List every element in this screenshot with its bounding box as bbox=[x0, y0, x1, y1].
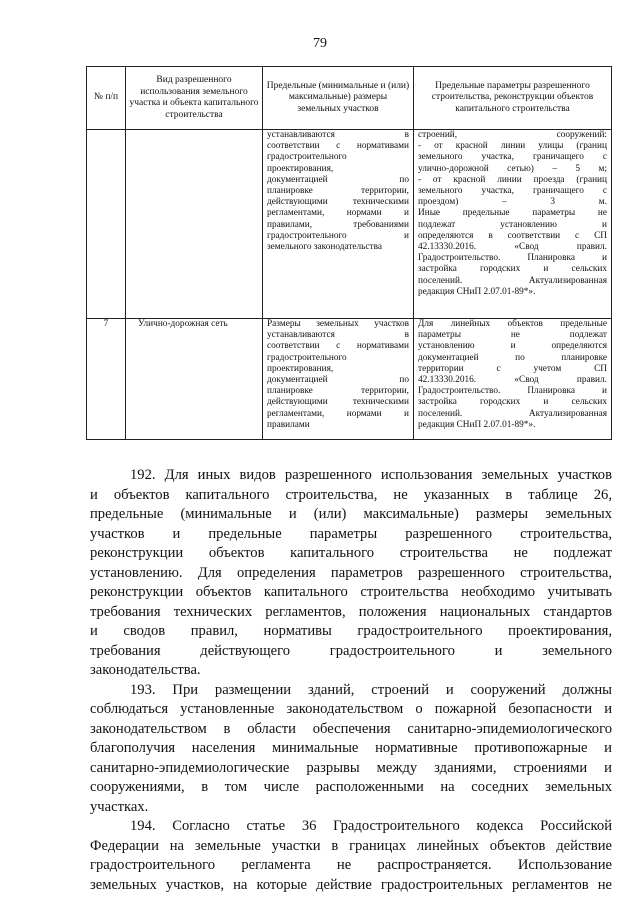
cell-text-line: земельного участка, граничащего с bbox=[418, 152, 607, 163]
cell-text-line: параметры не подлежат bbox=[418, 330, 607, 341]
page-number: 79 bbox=[313, 36, 327, 51]
cell-text-line: градостроительного bbox=[267, 152, 347, 163]
row-plot-sizes bbox=[263, 319, 414, 440]
cell-text-line: действующими техническими bbox=[267, 397, 409, 408]
cell-text-line: проектирования, bbox=[267, 363, 334, 374]
paragraph bbox=[90, 817, 612, 895]
cell-text-line: установлению и определяются bbox=[418, 341, 607, 352]
row-usage-type: Улично-дорожная сеть bbox=[126, 319, 263, 440]
paragraph bbox=[90, 681, 612, 818]
text-line: сооружениями, в том числе расположенными на соседних земельных bbox=[90, 779, 612, 795]
cell-text-line: 42.13330.2016. «Свод правил. bbox=[418, 242, 607, 253]
row-construction-params bbox=[414, 130, 612, 319]
table-row bbox=[87, 319, 612, 440]
row-construction-params bbox=[414, 319, 612, 440]
cell-text-line: соответствии с нормативами bbox=[267, 341, 409, 352]
cell-text-line: регламентами, нормами и bbox=[267, 208, 409, 219]
text-line: земельных участков, на которые действие градостроительных регламентов не bbox=[90, 876, 612, 893]
cell-text-line: застройка городских и сельских bbox=[418, 264, 607, 275]
cell-text-line: проектирования, bbox=[267, 163, 334, 174]
cell-text-line: земельного законодательства bbox=[267, 242, 382, 253]
text-line: 194. Согласно статье 36 Градостроительного кодекса Российской bbox=[130, 818, 612, 834]
cell-text-line: определяются в соответствии с СП bbox=[418, 230, 607, 241]
cell-text-line: Градостроительство. Планировка и bbox=[418, 386, 607, 397]
cell-text-line: Градостроительство. Планировка и bbox=[418, 253, 607, 264]
text-line: участках. bbox=[90, 798, 149, 815]
text-line: установлению. Для определения параметров разрешенного строительства, bbox=[90, 564, 612, 581]
text-line: законодательством в области обеспечения санитарно-эпидемиологического bbox=[90, 720, 612, 737]
text-line: участков и предельные параметры разрешенного строительства, bbox=[90, 525, 612, 542]
cell-text-line: устанавливаются в bbox=[267, 130, 409, 140]
cell-text-line: документацией по планировке bbox=[418, 352, 607, 363]
cell-text-line: градостроительного и bbox=[267, 230, 409, 241]
cell-text-line: соответствии с нормативами bbox=[267, 141, 409, 152]
text-line: законодательства. bbox=[90, 662, 201, 678]
table-row bbox=[87, 130, 612, 319]
cell-text-line: Иные предельные параметры не bbox=[418, 208, 607, 219]
cell-text-line: проездом) – 3 м. bbox=[418, 197, 607, 208]
cell-text-line: документацией по bbox=[267, 174, 409, 185]
cell-text-line: градостроительного bbox=[267, 352, 347, 363]
header-plot-sizes: Предельные (минимальные и (или) максимальные) размеры земельных участков bbox=[263, 67, 414, 130]
cell-text-line: устанавливаются в bbox=[267, 330, 409, 341]
text-line: и объектов капитального строительства, не указанных в таблице 26, bbox=[90, 486, 612, 503]
cell-text-line: планировке территории, bbox=[267, 186, 409, 197]
text-line: санитарно-эпидемиологические разрывы между зданиями, строениями и bbox=[90, 759, 612, 776]
body-text bbox=[90, 466, 612, 895]
text-line: соблюдаться установленные законодательством о пожарной безопасности и bbox=[90, 701, 612, 717]
text-line: Федерации на земельные участки в границах линейных объектов действие bbox=[90, 837, 612, 854]
cell-text-line: Для линейных объектов предельные bbox=[418, 319, 607, 329]
cell-text-line: 42.13330.2016. «Свод правил. bbox=[418, 375, 607, 386]
cell-text-line: Размеры земельных участков bbox=[267, 319, 409, 329]
text-line: требования технических регламентов, положения национальных стандартов bbox=[90, 603, 612, 620]
text-line: и сводов правил, нормативы градостроительного проектирования, bbox=[90, 623, 612, 639]
text-line: градостроительного регламента не распространяется. Использование bbox=[90, 857, 612, 873]
cell-text-line: застройка городских и сельских bbox=[418, 397, 607, 408]
cell-text-line: правилами bbox=[267, 419, 310, 430]
text-line: предельные (минимальные и (или) максимальные) размеры земельных bbox=[90, 506, 612, 522]
header-construction-params: Предельные параметры разрешенного строительства, реконструкции объектов капитального строительства bbox=[414, 67, 612, 130]
cell-text-line: документацией по bbox=[267, 375, 409, 386]
cell-text-line: редакция СНиП 2.07.01-89*». bbox=[418, 419, 536, 430]
cell-text-line: территории с учетом СП bbox=[418, 363, 607, 374]
cell-text-line: редакция СНиП 2.07.01-89*». bbox=[418, 286, 536, 297]
cell-text-line: действующими техническими bbox=[267, 197, 409, 208]
table-header-row bbox=[87, 67, 612, 130]
cell-text-line: - от красной линии улицы (границ bbox=[418, 141, 607, 152]
header-usage-type: Вид разрешенного использования земельного участка и объекта капитального строительства bbox=[126, 67, 263, 130]
row-plot-sizes bbox=[263, 130, 414, 319]
cell-text-line: улично-дорожной сетью) – 5 м; bbox=[418, 163, 607, 174]
text-line: 193. При размещении зданий, строений и сооружений должны bbox=[130, 681, 612, 698]
row-number bbox=[87, 130, 126, 319]
row-usage-type bbox=[126, 130, 263, 319]
header-number: № п/п bbox=[87, 67, 126, 130]
cell-text-line: подлежат установлению и bbox=[418, 219, 607, 230]
cell-text-line: поселений. Актуализированная bbox=[418, 408, 607, 419]
text-line: реконструкции объектов капитального строительства необходимо учитывать bbox=[90, 584, 612, 600]
text-line: реконструкции объектов капитального строительства не подлежат bbox=[90, 545, 612, 561]
cell-text-line: земельного участка, граничащего с bbox=[418, 186, 607, 197]
cell-text-line: поселений. Актуализированная bbox=[418, 275, 607, 286]
cell-text-line: строений, сооружений: bbox=[418, 130, 607, 140]
text-line: благополучия населения минимальные нормативные противопожарные и bbox=[90, 740, 612, 756]
paragraph bbox=[90, 466, 612, 681]
cell-text-line: регламентами, нормами и bbox=[267, 408, 409, 419]
text-line: требования действующего градостроительного и земельного bbox=[90, 642, 612, 659]
cell-text-line: правилами, требованиями bbox=[267, 219, 409, 230]
cell-text-line: планировке территории, bbox=[267, 386, 409, 397]
cell-text-line: - от красной линии проезда (границ bbox=[418, 174, 607, 185]
text-line: 192. Для иных видов разрешенного использования земельных участков bbox=[130, 467, 612, 483]
row-number: 7 bbox=[87, 319, 126, 440]
parameters-table bbox=[86, 66, 612, 440]
